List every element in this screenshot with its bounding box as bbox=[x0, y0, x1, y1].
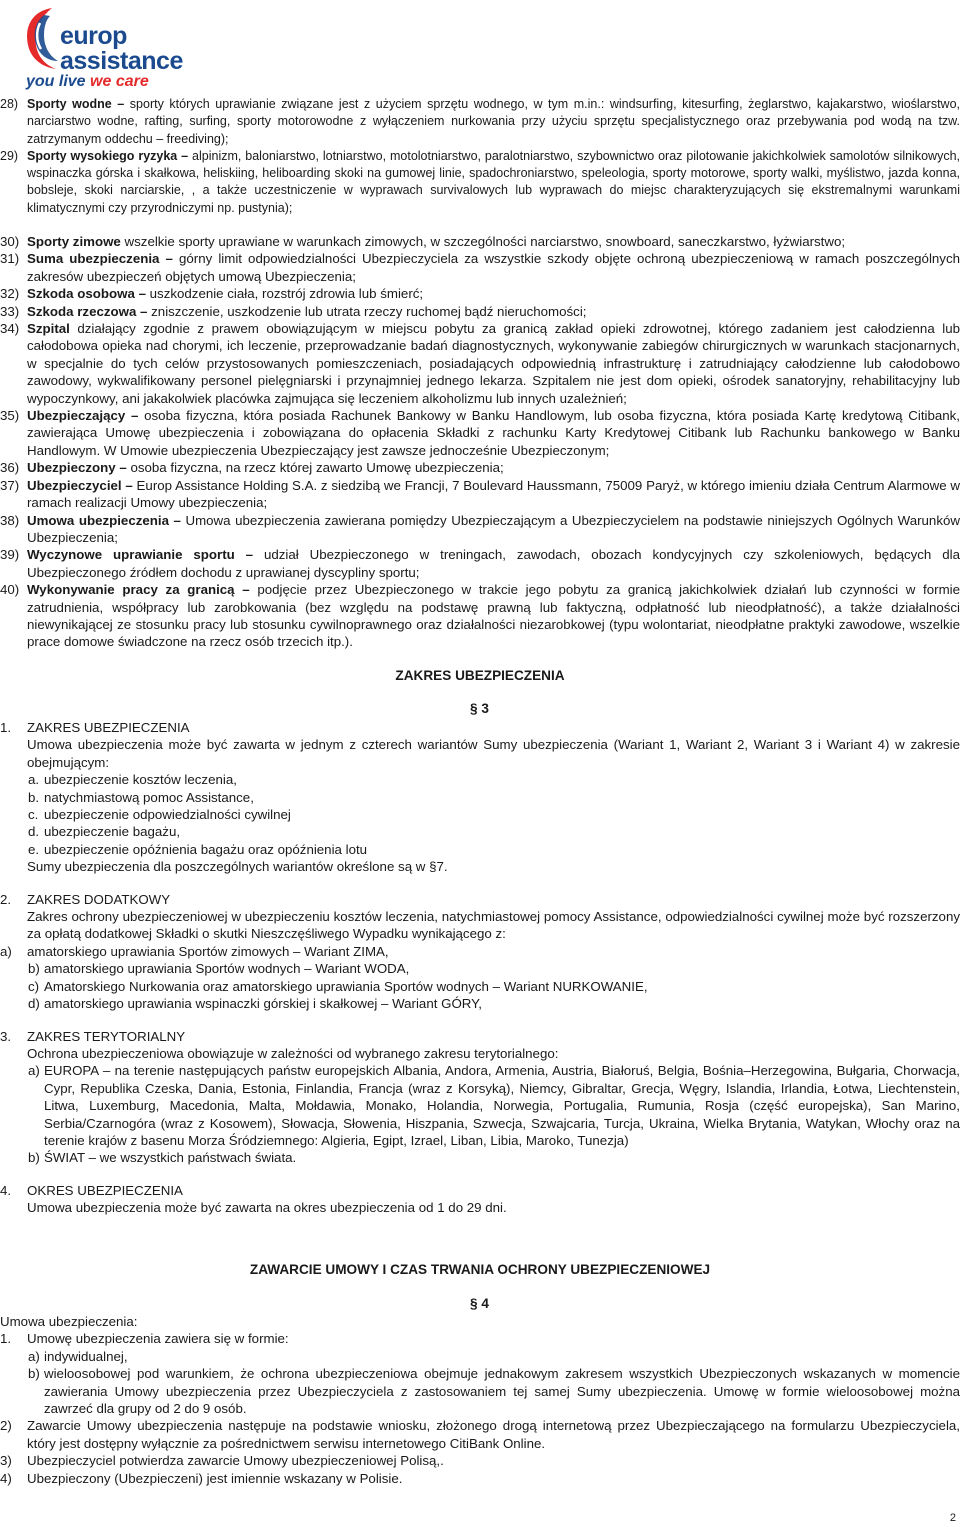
definition-item bbox=[0, 285, 960, 302]
section4-point bbox=[0, 1470, 960, 1487]
definition-text: alpinizm, baloniarstwo, lotniarstwo, motolotniarstwo, paralotniarstwo, szybownictwo oraz pilotowanie jakichkolwiek samolotów silnikowych, wspinaczka górska i skałkowa, heliskiing, heliboarding skoki na gumowej linie, spadochroniarstwo, speleologia, sporty motorowe, sporty walki, myślistwo, jazda konna, bobsleje, skoki narciarskie, , a także uczestniczenie w wyprawach survivalowych lub wyprawach do miejsc charakteryzujących się ekstremalnymi warunkami klimatycznymi czy przyrodniczymi np. pustynia); bbox=[27, 148, 960, 215]
list-marker: b) bbox=[28, 961, 40, 977]
section4-point-1 bbox=[0, 1330, 960, 1347]
logo-word-assistance: assistance bbox=[60, 47, 183, 75]
list-marker: b. bbox=[28, 789, 40, 805]
definition-number: 33) bbox=[0, 303, 20, 319]
section4-intro: Umowa ubezpieczenia: bbox=[0, 1314, 138, 1329]
definition-text: podjęcie przez Ubezpieczonego w trakcie jego pobytu za granicą jakichkolwiek działań lub czynności w formie zatrudnienia, współpracy lub zarobkowania (bez względu na podstawę prawną lub faktyczną, odpłatność lub nieodpłatność), a także działalności niewynikającej ze stosunku pracy lub stosunku cywilnoprawnego oraz działalności niezarobkowej (typu wolontariat, nieodpłatne praktyki zawodowe, wszelkie prace domowe świadczone na rzecz osób trzecich itp.). bbox=[27, 582, 960, 650]
list-item bbox=[0, 771, 960, 788]
section3-point-3 bbox=[0, 1028, 960, 1045]
list-item bbox=[0, 943, 960, 960]
definition-term: Ubezpieczony – bbox=[27, 460, 127, 476]
point-text: Umowa ubezpieczenia może być zawarta w jednym z czterech wariantów Sumy ubezpieczenia (Wariant 1, Wariant 2, Wariant 3 i Wariant 4) w zakresie obejmującym: bbox=[27, 737, 960, 770]
definition-text: sporty których uprawianie związane jest z użyciem sprzętu wodnego, w tym m.in.: windsurfing, kitesurfing, żeglarstwo, kajakarstwo, wioślarstwo, narciarstwo wodne, rafting, surfing, sporty motorowodne z wyłączeniem nurkowania przy użyciu sprzętu specjalistycznego oraz przebywania pod wodą na tzw. zatrzymanym oddechu – freediving); bbox=[27, 97, 960, 146]
globe-swoosh-icon bbox=[22, 5, 64, 75]
list-marker: e. bbox=[28, 841, 40, 857]
list-item bbox=[0, 960, 960, 977]
section4-point bbox=[0, 1452, 960, 1469]
list-item bbox=[0, 823, 960, 840]
definition-item bbox=[0, 512, 960, 547]
list-text: ŚWIAT – we wszystkich państwach świata. bbox=[44, 1150, 297, 1166]
definition-number: 35) bbox=[0, 408, 20, 424]
list-item bbox=[0, 1365, 960, 1417]
list-text: Amatorskiego Nurkowania oraz amatorskiego uprawiania Sportów wodnych – Wariant NURKOWANIE, bbox=[44, 978, 648, 994]
definition-term: Ubezpieczający – bbox=[27, 408, 139, 424]
definition-item bbox=[0, 148, 960, 217]
definition-item bbox=[0, 459, 960, 476]
point-title: OKRES UBEZPIECZENIA bbox=[27, 1182, 183, 1198]
logo-tagline bbox=[26, 73, 149, 91]
section4-point bbox=[0, 1417, 960, 1452]
list-text: natychmiastową pomoc Assistance, bbox=[44, 789, 254, 805]
point-number: 1. bbox=[0, 1331, 12, 1347]
definition-text: górny limit odpowiedzialności Ubezpieczyciela za wszystkie szkody objęte ochroną ubezpieczeniową w ramach poszczególnych zakresów ubezpieczeń objętych umową Ubezpieczenia; bbox=[27, 251, 960, 284]
point-text: Zakres ochrony ubezpieczeniowej w ubezpieczeniu kosztów leczenia, natychmiastowej pomocy Assistance, odpowiedzialności cywilnej może być rozszerzony za opłatą dodatkowej Składki o skutki Nieszczęśliwego Wypadku wynikającego z: bbox=[27, 909, 960, 942]
point-number: 4) bbox=[0, 1470, 12, 1486]
definition-number: 29) bbox=[0, 148, 19, 163]
definition-item bbox=[0, 407, 960, 459]
list-marker: a) bbox=[28, 1348, 40, 1364]
europ-assistance-logo bbox=[22, 3, 183, 93]
section3-point-2 bbox=[0, 891, 960, 908]
definition-number: 30) bbox=[0, 234, 20, 249]
page-number: 2 bbox=[949, 1512, 956, 1524]
definition-item bbox=[0, 233, 960, 250]
list-marker: a) bbox=[0, 943, 12, 959]
paragraph-sign-3: § 3 bbox=[470, 701, 489, 716]
logo-tagline-part-a: you live bbox=[26, 73, 91, 90]
definition-number: 39) bbox=[0, 547, 20, 563]
logo-tagline-part-b: we care bbox=[90, 73, 149, 90]
definition-number: 37) bbox=[0, 477, 20, 493]
list-marker: d) bbox=[28, 996, 40, 1012]
definition-number: 32) bbox=[0, 286, 20, 302]
definition-number: 31) bbox=[0, 251, 20, 267]
list-item bbox=[0, 1149, 960, 1166]
definition-text: działający zgodnie z prawem obowiązującym w miejscu pobytu za granicą zakład opieki zdrowotnej, którego zadaniem jest całodzienna lub całodobowa opieka nad chorymi, ich leczenie, przeprowadzanie badań diagnostycznych, wykonywanie zabiegów chirurgicznych w warunkach stacjonarnych, w specjalnie do tych celów przystosowanych pomieszczeniach, posiadających odpowiednią infrastrukturę i zatrudniający całodzienne lub całodobowo zawodowy, wykwalifikowany personel pielęgniarski i przynajmniej jednego lekarza. Szpitalem nie jest dom opieki, ośrodek sanatoryjny, rehabilitacyjny lub wypoczynkowy, ani jakakolwiek placówka zajmująca się leczeniem alkoholizmu lub innych uzależnień; bbox=[27, 321, 960, 406]
point-number: 1. bbox=[0, 720, 12, 735]
definition-item bbox=[0, 320, 960, 407]
definition-term: Wykonywanie pracy za granicą – bbox=[27, 582, 250, 598]
definition-item bbox=[0, 96, 960, 148]
definition-item bbox=[0, 581, 960, 651]
point-text: Umowa ubezpieczenia może być zawarta na okres ubezpieczenia od 1 do 29 dni. bbox=[27, 1200, 507, 1216]
list-item bbox=[0, 841, 960, 858]
definition-text: Umowa ubezpieczenia zawierana pomiędzy Ubezpieczającym a Ubezpieczycielem na podstawie niniejszych Ogólnych Warunków Ubezpieczenia; bbox=[27, 512, 960, 545]
logo-word-europ: europ bbox=[60, 22, 127, 50]
point-title: ZAKRES DODATKOWY bbox=[27, 891, 171, 907]
list-text: ubezpieczenie bagażu, bbox=[44, 824, 181, 840]
definition-item bbox=[0, 303, 960, 320]
definition-text: Europ Assistance Holding S.A. z siedzibą we Francji, 7 Boulevard Haussmann, 75009 Paryż, w którego imieniu działa Centrum Alarmowe w ramach realizacji Umowy ubezpieczenia; bbox=[27, 477, 960, 511]
definition-term: Suma ubezpieczenia – bbox=[27, 251, 173, 267]
definition-item bbox=[0, 477, 960, 512]
definition-term: Sporty zimowe bbox=[27, 234, 121, 249]
definition-item bbox=[0, 546, 960, 581]
list-text: wieloosobowej pod warunkiem, że ochrona ubezpieczeniowa obejmuje jednakowym zakresem wszystkich Ubezpieczonych wskazanych w momencie zawierania Umowy ubezpieczenia przez Ubezpieczyciela z zastosowaniem tej samej Sumy ubezpieczenia. Umowę w formie wieloosobowej można zawrzeć dla grupy od 2 do 9 osób. bbox=[44, 1366, 960, 1417]
list-item bbox=[0, 806, 960, 823]
list-text: ubezpieczenie opóźnienia bagażu oraz opóźnienia lotu bbox=[44, 841, 368, 857]
definition-number: 28) bbox=[0, 97, 19, 111]
list-item bbox=[0, 995, 960, 1012]
list-marker: b) bbox=[28, 1366, 40, 1382]
definition-term: Umowa ubezpieczenia – bbox=[27, 512, 181, 528]
paragraph-sign-4: § 4 bbox=[470, 1296, 489, 1311]
list-marker: b) bbox=[28, 1150, 40, 1166]
list-text: amatorskiego uprawiania Sportów zimowych – Wariant ZIMA, bbox=[27, 943, 389, 959]
point-text: Ubezpieczony (Ubezpieczeni) jest imiennie wskazany w Polisie. bbox=[27, 1470, 403, 1486]
definition-text: wszelkie sporty uprawiane w warunkach zimowych, w szczególności narciarstwo, snowboard, saneczkarstwo, łyżwiarstwo; bbox=[120, 234, 846, 249]
point-title: Umowę ubezpieczenia zawiera się w formie: bbox=[27, 1331, 289, 1347]
point-text: Ubezpieczyciel potwierdza zawarcie Umowy ubezpieczeniowej Polisą,. bbox=[27, 1453, 444, 1469]
definition-term: Wyczynowe uprawianie sportu – bbox=[27, 547, 254, 563]
point-number: 2) bbox=[0, 1418, 12, 1434]
list-marker: c. bbox=[28, 807, 39, 823]
list-text: EUROPA – na terenie następujących państw europejskich Albania, Andora, Armenia, Austria, Białoruś, Belgia, Bośnia–Herzegowina, Bułgaria, Chorwacja, Cypr, Republika Czeska, Dania, Estonia, Finlandia, Francja (wraz z Korsyką), Niemcy, Gibraltar, Grecja, Węgry, Islandia, Irlandia, Łotwa, Liechtenstein, Litwa, Luxemburg, Macedonia, Malta, Mołdawia, Monako, Holandia, Norwegia, Portugalia, Rumunia, Rosja (część europejska), San Marino, Serbia/Czarnogóra (wraz z Kosowem), Słowacja, Słowenia, Hiszpania, Szwecja, Szwajcaria, Turcja, Ukraina, Wielka Brytania, Watykan, Włochy oraz na terenie krajów z basenu Morza Śródziemnego: Algieria, Egipt, Izrael, Liban, Libia, Maroko, Tunezja) bbox=[44, 1063, 960, 1148]
section-heading-zawarcie: ZAWARCIE UMOWY I CZAS TRWANIA OCHRONY UBEZPIECZENIOWEJ bbox=[249, 1262, 711, 1277]
definition-number: 38) bbox=[0, 512, 20, 528]
definition-text: udział Ubezpieczonego w treningach, zawodach, obozach kondycyjnych czy szkoleniowych, będących dla Ubezpieczonego źródłem dochodu z uprawianej dyscypliny sportu; bbox=[27, 547, 960, 580]
list-item bbox=[0, 789, 960, 806]
definitions-block-a bbox=[0, 96, 960, 217]
list-marker: c) bbox=[28, 978, 40, 994]
list-marker: d. bbox=[28, 824, 40, 840]
definition-term: Szkoda rzeczowa – bbox=[27, 303, 148, 319]
list-item bbox=[0, 1062, 960, 1149]
point-text: Ochrona ubezpieczeniowa obowiązuje w zależności od wybranego zakresu terytorialnego: bbox=[27, 1045, 559, 1061]
point-title: ZAKRES TERYTORIALNY bbox=[27, 1028, 186, 1044]
definition-text: zniszczenie, uszkodzenie lub utrata rzeczy ruchomej bądź nieruchomości; bbox=[147, 303, 587, 319]
list-text: ubezpieczenie kosztów leczenia, bbox=[44, 772, 237, 788]
definition-item bbox=[0, 250, 960, 285]
list-text: amatorskiego uprawiania wspinaczki górskiej i skałkowej – Wariant GÓRY, bbox=[44, 996, 482, 1012]
definition-number: 34) bbox=[0, 321, 20, 337]
list-text: indywidualnej, bbox=[44, 1348, 128, 1364]
section-heading-zakres: ZAKRES UBEZPIECZENIA bbox=[395, 668, 565, 683]
list-text: amatorskiego uprawiania Sportów wodnych – Wariant WODA, bbox=[44, 961, 410, 977]
point-text: Zawarcie Umowy ubezpieczenia następuje na podstawie wniosku, złożonego drogą internetową przez Ubezpieczającego na formularzu Ubezpieczyciela, który jest dostępny wyłącznie za pośrednictwem serwisu internetowego CitiBank Online. bbox=[27, 1418, 960, 1451]
definition-text: osoba fizyczna, na rzecz której zawarto Umowę ubezpieczenia; bbox=[126, 460, 504, 476]
definitions-block-b bbox=[0, 233, 960, 651]
list-item bbox=[0, 978, 960, 995]
list-item bbox=[0, 1348, 960, 1365]
definition-term: Ubezpieczyciel – bbox=[27, 477, 133, 493]
definition-term: Szpital bbox=[27, 321, 70, 337]
list-marker: a. bbox=[28, 772, 40, 788]
list-text: ubezpieczenie odpowiedzialności cywilnej bbox=[44, 807, 291, 823]
point-number: 2. bbox=[0, 891, 12, 907]
point-footer: Sumy ubezpieczenia dla poszczególnych wariantów określone są w §7. bbox=[27, 859, 448, 875]
definition-term: Sporty wysokiego ryzyka – bbox=[27, 148, 189, 163]
definition-term: Szkoda osobowa – bbox=[27, 286, 146, 302]
definition-text: uszkodzenie ciała, rozstrój zdrowia lub śmierć; bbox=[145, 286, 424, 302]
section4-body bbox=[0, 1313, 960, 1487]
definition-term: Sporty wodne – bbox=[27, 97, 125, 111]
section3-point-4 bbox=[0, 1182, 960, 1199]
point-number: 4. bbox=[0, 1182, 12, 1198]
definition-number: 40) bbox=[0, 582, 20, 598]
definition-text: osoba fizyczna, która posiada Rachunek Bankowy w Banku Handlowym, lub osoba fizyczna, która posiada Kartę kredytową Citibank, zawierająca Umowę ubezpieczenia i zobowiązana do opłacenia Składki z rachunku Karty Kredytowej Citibank lub Rachunku bankowego w Banku Handlowym. W Umowie ubezpieczenia Ubezpieczający jest zawsze jednocześnie Ubezpieczonym; bbox=[27, 408, 960, 458]
point-number: 3) bbox=[0, 1453, 12, 1469]
point-title: ZAKRES UBEZPIECZENIA bbox=[27, 720, 190, 735]
section3-point-1 bbox=[0, 719, 960, 736]
point-number: 3. bbox=[0, 1028, 12, 1044]
section3-body bbox=[0, 719, 960, 1217]
list-marker: a) bbox=[28, 1063, 40, 1079]
definition-number: 36) bbox=[0, 460, 20, 476]
